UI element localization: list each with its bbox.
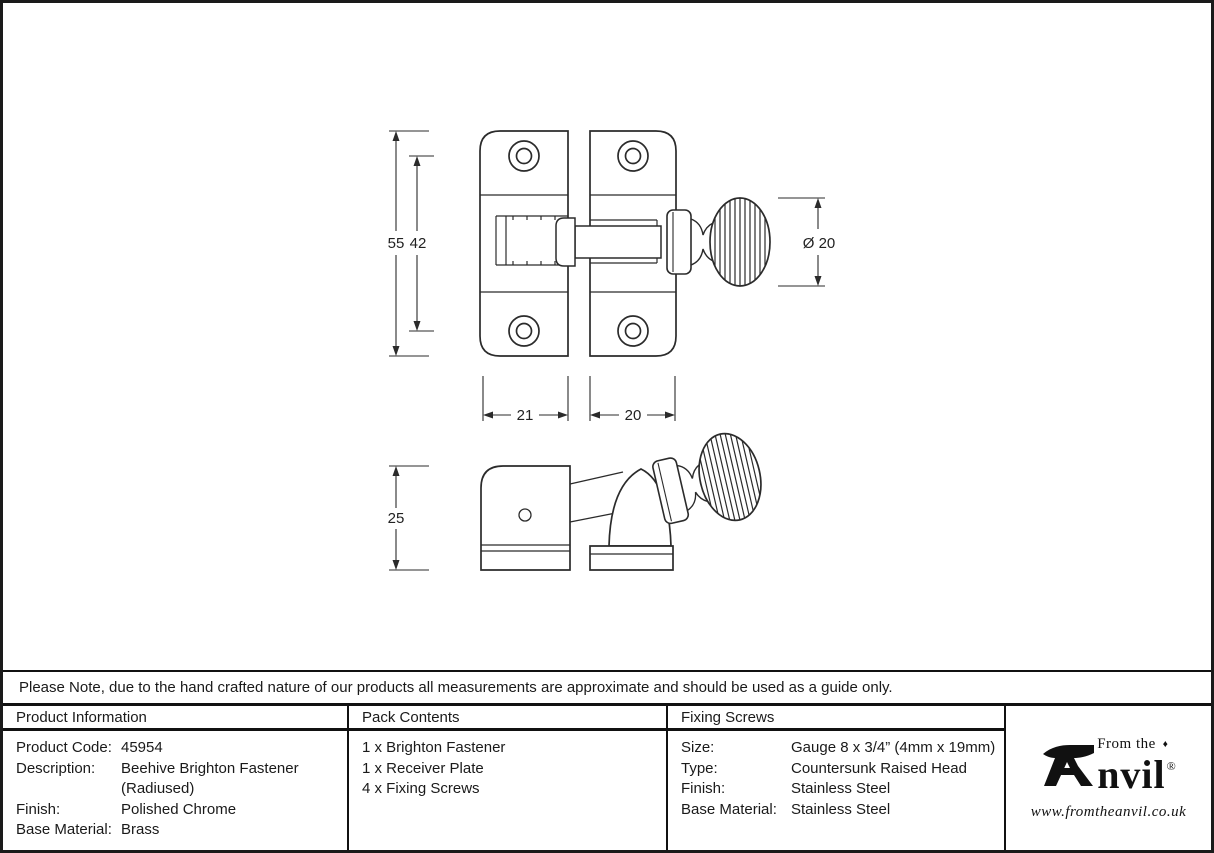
row-label: Size: <box>681 739 715 756</box>
table-row <box>16 800 339 821</box>
receiver-plate <box>480 131 568 356</box>
row-label: Base Material: <box>681 800 777 818</box>
front-view <box>480 131 676 356</box>
list-item: 1 x Brighton Fastener <box>362 739 506 756</box>
row-value: Beehive Brighton Fastener <box>121 759 299 777</box>
product-information-body <box>3 731 347 841</box>
note-text: Please Note, due to the hand crafted nature of our products all measurements are approximate and should be used as a guide only. <box>19 679 893 696</box>
table-row <box>681 738 996 759</box>
registered-mark: ® <box>1166 758 1176 773</box>
logo-prefix: From the ♦ <box>1097 735 1169 752</box>
brand-logo-cell <box>1004 706 1211 850</box>
side-view <box>481 466 673 570</box>
list-item: 4 x Fixing Screws <box>362 780 480 798</box>
row-label: Finish: <box>16 800 61 818</box>
row-value: (Radiused) <box>121 780 195 798</box>
table-row <box>681 779 996 800</box>
pack-contents-column <box>347 706 666 850</box>
dim-front-height: 55 <box>387 235 405 252</box>
bolt-head <box>556 218 575 266</box>
table-row <box>16 759 339 780</box>
table-row <box>16 820 339 841</box>
table-row <box>16 738 339 759</box>
row-label: Product Code: <box>16 739 112 756</box>
table-row <box>16 779 339 800</box>
dim-knob-diameter: Ø 20 <box>802 235 836 252</box>
product-information-column <box>3 706 347 850</box>
logo-wordmark: nvil® <box>1097 751 1176 797</box>
row-value: Countersunk Raised Head <box>791 759 967 777</box>
measurement-note <box>3 670 1211 706</box>
dim-side-depth: 25 <box>387 510 405 527</box>
row-label: Base Material: <box>16 821 112 839</box>
row-value: Stainless Steel <box>791 780 891 798</box>
table-row <box>681 800 996 821</box>
row-value: Brass <box>121 821 160 839</box>
table-row <box>681 759 996 780</box>
diamond-icon: ♦ <box>1162 738 1169 750</box>
dim-receiver-width: 21 <box>516 407 534 424</box>
row-label: Finish: <box>681 780 726 798</box>
product-information-header: Product Information <box>3 706 347 731</box>
dimension-labels <box>388 235 836 527</box>
row-label: Type: <box>681 759 718 777</box>
beehive-knob-front <box>667 197 771 287</box>
fixing-screws-body <box>668 731 1004 820</box>
beehive-knob-side <box>649 426 771 537</box>
info-table <box>3 706 1211 850</box>
dim-fastener-width: 20 <box>624 407 642 424</box>
pack-contents-header: Pack Contents <box>349 706 666 731</box>
anvil-icon <box>1041 742 1095 788</box>
row-value: Gauge 8 x 3/4” (4mm x 19mm) <box>791 739 996 756</box>
row-value: 45954 <box>121 739 163 756</box>
row-label: Description: <box>16 759 96 777</box>
dimension-lines <box>389 131 825 570</box>
fixing-screws-column <box>666 706 1004 850</box>
fixing-screws-header: Fixing Screws <box>668 706 1004 731</box>
row-value: Stainless Steel <box>791 800 891 818</box>
row-label <box>16 779 121 800</box>
dim-hole-spacing: 42 <box>409 235 427 252</box>
bolt-shaft <box>575 226 661 258</box>
logo-url: www.fromtheanvil.co.uk <box>1030 803 1187 820</box>
pack-contents-body <box>349 731 666 800</box>
technical-drawing <box>3 3 1211 670</box>
receiver-side <box>481 466 570 570</box>
from-the-anvil-logo <box>1031 736 1187 821</box>
list-item: 1 x Receiver Plate <box>362 759 484 777</box>
row-value: Polished Chrome <box>121 800 237 818</box>
